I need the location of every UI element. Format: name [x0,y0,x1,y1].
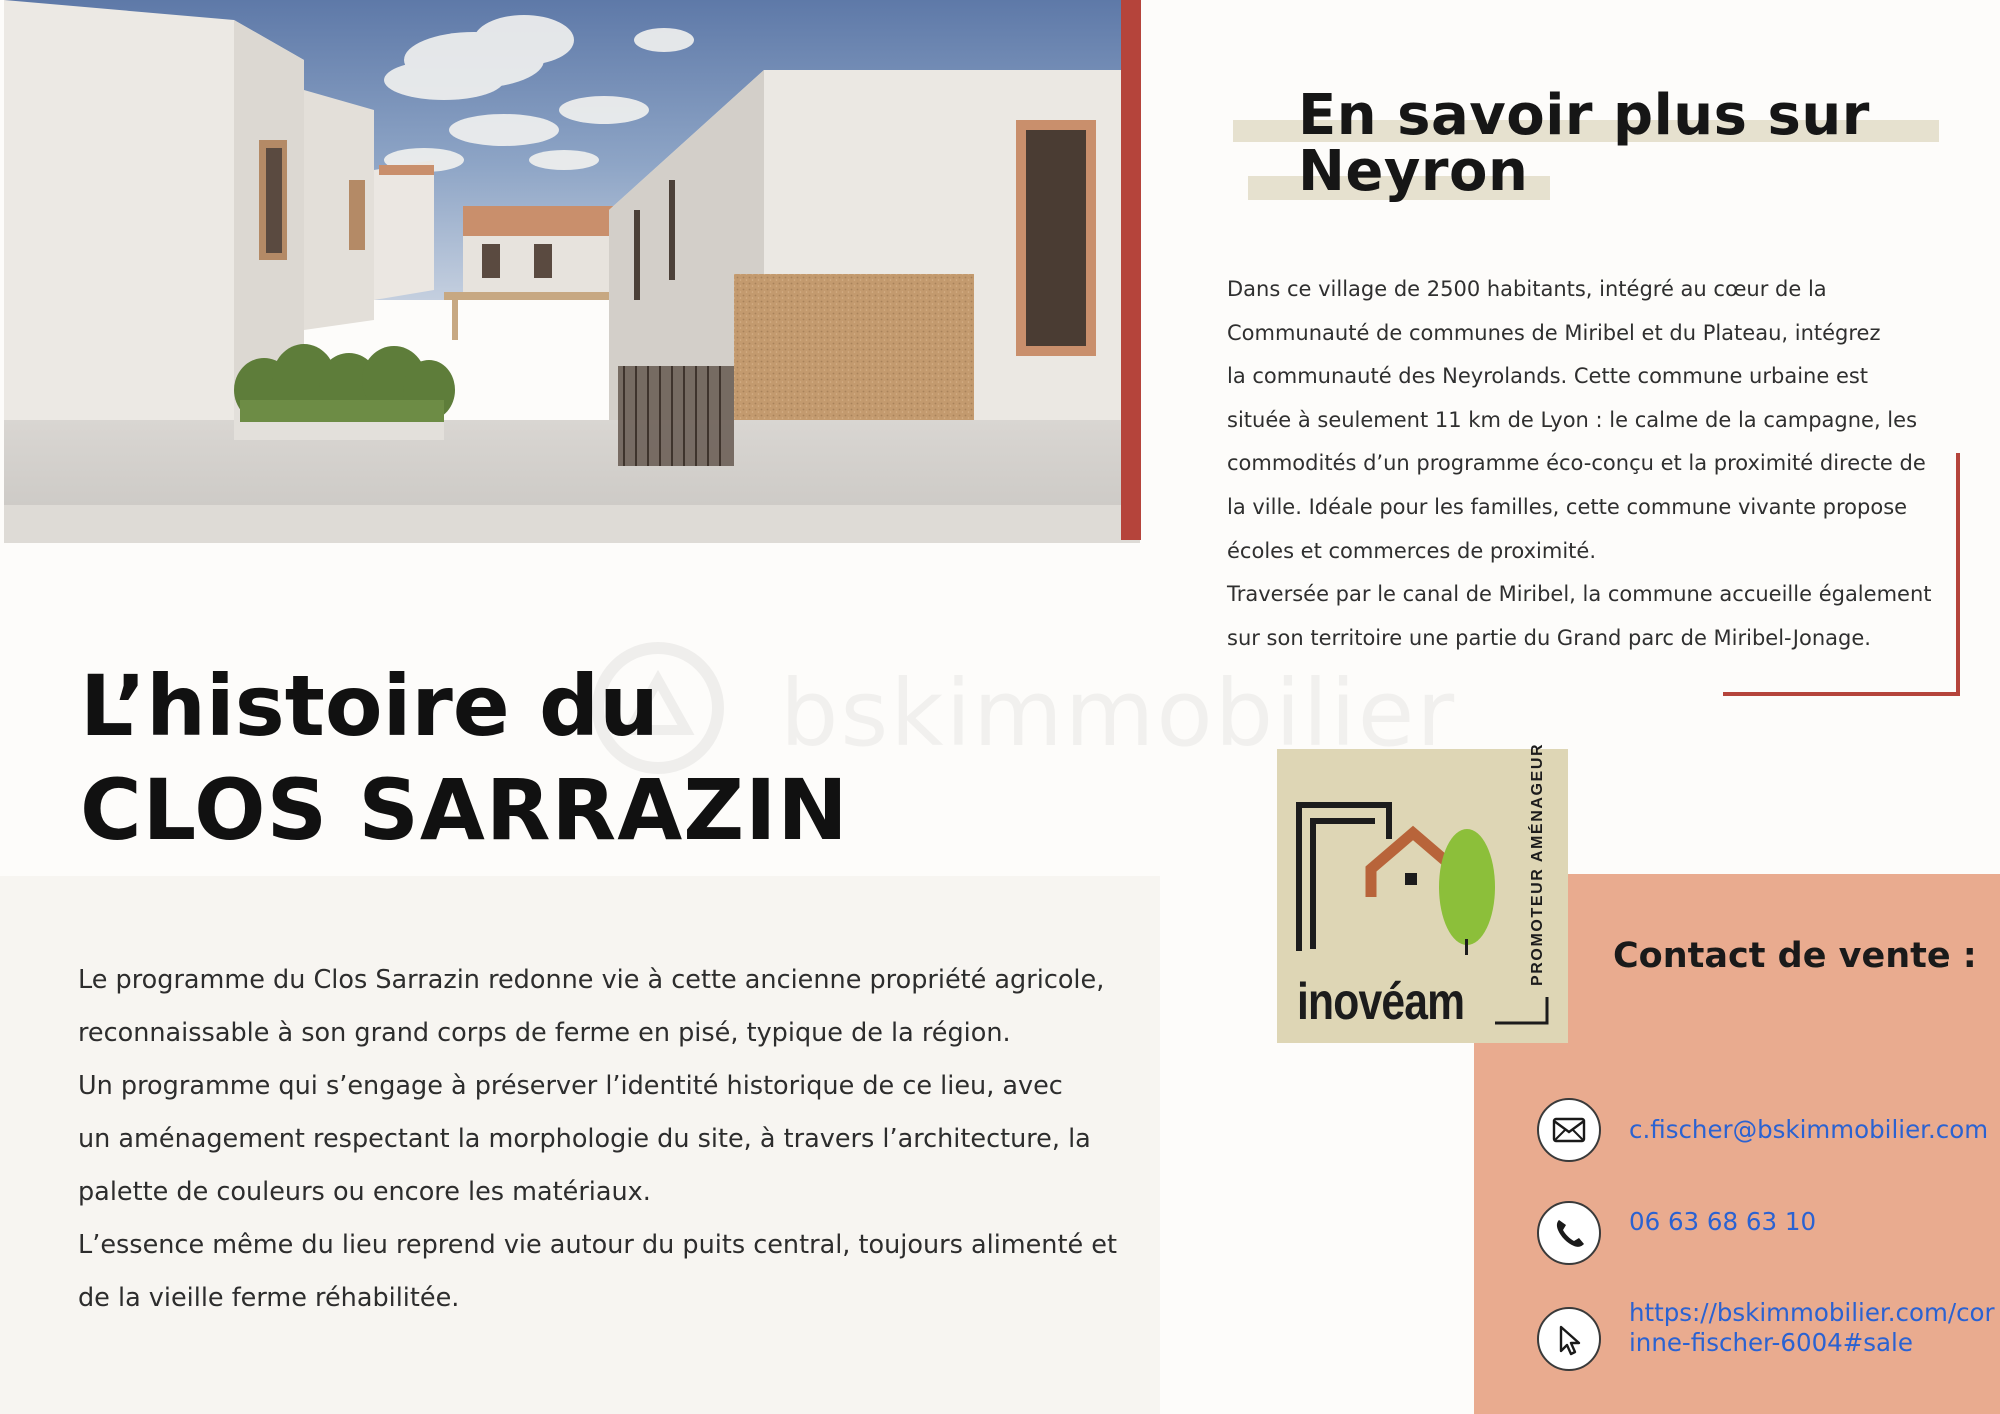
paragraph-line: L’essence même du lieu reprend vie autour du puits central, toujours alimenté et [78,1230,1117,1260]
neyron-title-line1: En savoir plus sur [1298,83,1870,148]
paragraph-line: Traversée par le canal de Miribel, la commune accueille également [1227,582,1932,607]
paragraph-line: Communauté de communes de Miribel et du Plateau, intégrez [1227,320,1881,345]
paragraph-line: Le programme du Clos Sarrazin redonne vie à cette ancienne propriété agricole, [78,965,1105,995]
paragraph-line: la communauté des Neyrolands. Cette commune urbaine est [1227,364,1869,389]
pointer-icon [1537,1307,1601,1371]
contact-heading: Contact de vente : [1613,936,1977,976]
paragraph-line: reconnaissable à son grand corps de ferme en pisé, typique de la région. [78,1018,1011,1048]
paragraph-line: Dans ce village de 2500 habitants, intégré au cœur de la [1227,277,1827,301]
website-link[interactable]: https://bskimmobilier.com/corinne-fischer-6004#sale [1629,1298,1995,1357]
paragraph-line: écoles et commerces de proximité. [1227,538,1597,563]
paragraph-line: palette de couleurs ou encore les matériaux. [78,1177,651,1207]
neyron-paragraph [1227,268,1967,660]
phone-link[interactable]: 06 63 68 63 10 [1629,1207,1817,1236]
paragraph-line: Un programme qui s’engage à préserver l’identité historique de ce lieu, avec [78,1071,1063,1101]
neyron-title-line2: Neyron [1298,139,1529,204]
neyron-title [1298,83,1870,204]
watermark-text [780,668,1456,760]
paragraph-line: située à seulement 11 km de Lyon : le calme de la campagne, les [1227,407,1918,432]
logo-brand-name: inovéam [1297,973,1465,1031]
paragraph-line: un aménagement respectant la morphologie du site, à travers l’architecture, la [78,1124,1091,1154]
email-link[interactable]: c.fischer@bskimmobilier.com [1629,1115,1989,1144]
paragraph-line: commodités d’un programme éco-conçu et la proximité directe de [1227,451,1926,476]
accent-band [1121,0,1141,540]
envelope-icon [1537,1098,1601,1162]
logo-tagline: PROMOTEUR AMÉNAGEUR [1529,742,1546,986]
accent-line-horizontal [1723,692,1960,696]
histoire-title-line2: CLOS SARRAZIN [80,761,849,859]
paragraph-line: de la vieille ferme réhabilitée. [78,1283,460,1313]
histoire-paragraph [78,954,1158,1325]
paragraph-line: sur son territoire une partie du Grand parc de Miribel-Jonage. [1227,625,1871,650]
histoire-title-line1: L’histoire du [80,657,659,755]
architectural-render-image [4,0,1140,543]
paragraph-line: la ville. Idéale pour les familles, cette commune vivante propose [1227,494,1908,519]
accent-line-vertical [1956,453,1960,696]
phone-icon [1537,1201,1601,1265]
